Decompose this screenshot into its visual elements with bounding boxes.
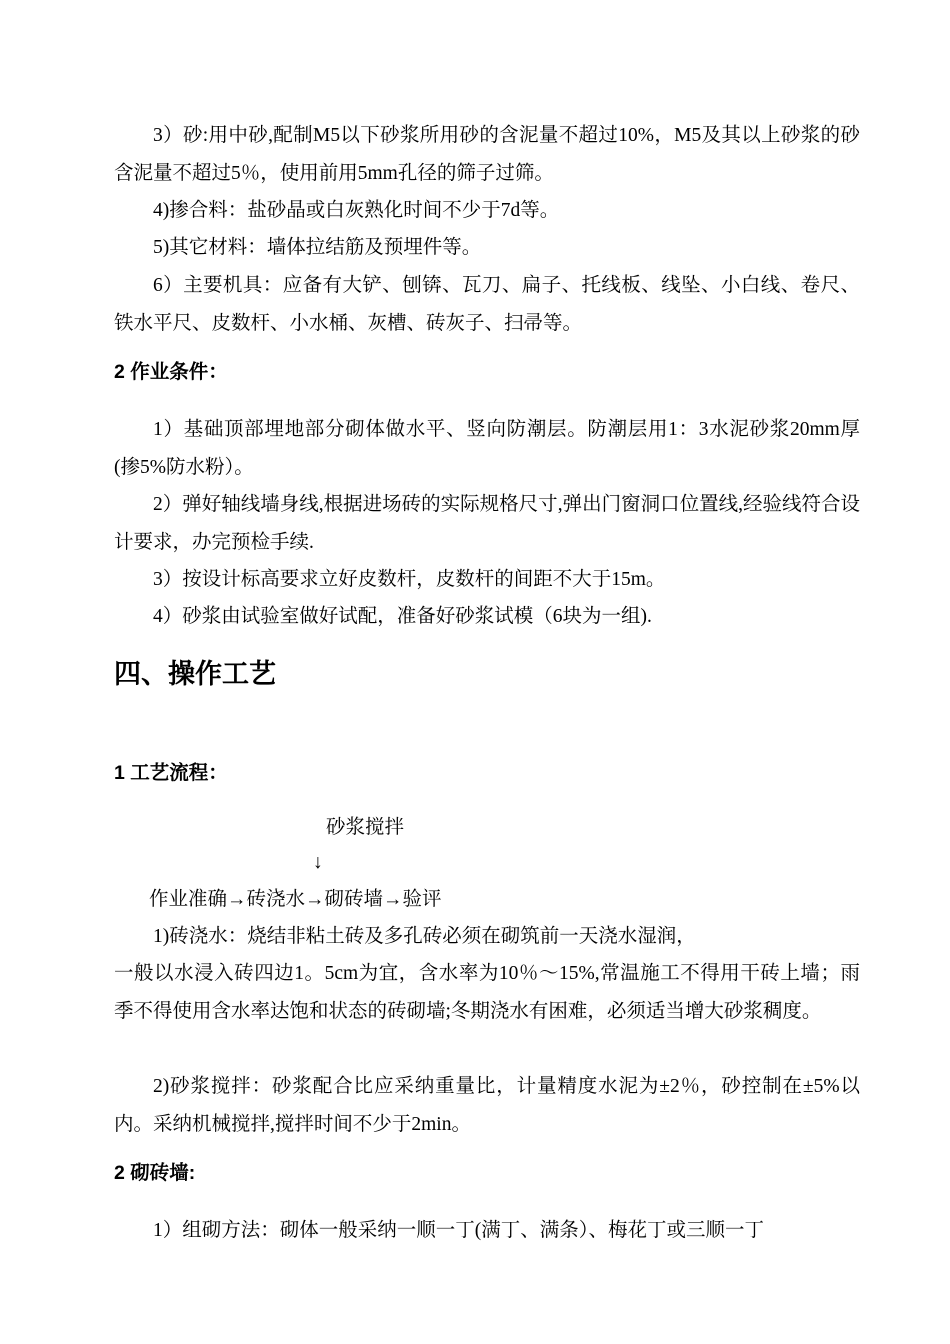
heading-work-conditions: 2 作业条件： (114, 361, 228, 383)
paragraph-sand: 3）砂:用中砂,配制M5以下砂浆所用砂的含泥量不超过10%，M5及其以上砂浆的砂含泥量不超过5％，使用前用5mm孔径的筛子过筛。 (114, 125, 860, 184)
paragraph-condition-3: 3）按设计标高要求立好皮数杆，皮数杆的间距不大于15m。 (153, 569, 666, 590)
paragraph-condition-1: 1）基础顶部埋地部分砌体做水平、竖向防潮层。防潮层用1：3水泥砂浆20mm厚(掺5%防水粉）。 (114, 419, 860, 478)
heading-brick-wall: 2 砌砖墙: (114, 1162, 196, 1184)
paragraph-condition-2: 2）弹好轴线墙身线,根据进场砖的实际规格尺寸,弹出门窗洞口位置线,经验线符合设计要求，办完预检手续. (114, 494, 860, 553)
paragraph-brick-watering-rest: 一般以水浸入砖四边1。5cm为宜，含水率为10％～15%,常温施工不得用干砖上墙；雨季不得使用含水率达饱和状态的砖砌墙;冬期浇水有困难，必须适当增大砂浆稠度。 (114, 963, 860, 1022)
paragraph-admixture: 4)掺合料：盐砂晶或白灰熟化时间不少于7d等。 (153, 200, 560, 221)
paragraph-other-materials: 5)其它材料：墙体拉结筋及预埋件等。 (153, 237, 482, 258)
flow-down-arrow-icon: ↓ (313, 852, 323, 873)
paragraph-mortar-mixing: 2)砂浆搅拌：砂浆配合比应采纳重量比，计量精度水泥为±2％，砂控制在±5%以内。采纳机械搅拌,搅拌时间不少于2min。 (114, 1076, 860, 1135)
paragraph-condition-4: 4）砂浆由试验室做好试配，准备好砂浆试模（6块为一组). (153, 606, 652, 627)
paragraph-brick-watering-first-line: 1)砖浇水：烧结非粘土砖及多孔砖必须在砌筑前一天浇水湿润， (153, 926, 696, 947)
flow-step-mortar-mixing: 砂浆搅拌 (326, 817, 405, 838)
flow-main-sequence: 作业准确→砖浇水→砌砖墙→验评 (149, 889, 442, 910)
heading-process-flow: 1 工艺流程： (114, 762, 228, 784)
paragraph-main-tools: 6）主要机具：应备有大铲、刨锛、瓦刀、扁子、托线板、线坠、小白线、卷尺、铁水平尺、皮数杆、小水桶、灰槽、砖灰子、扫帚等。 (114, 275, 860, 334)
chapter-title: 四、操作工艺 (114, 659, 276, 690)
paragraph-bonding-method: 1）组砌方法：砌体一般采纳一顺一丁(满丁、满条）、梅花丁或三顺一丁 (153, 1220, 764, 1241)
